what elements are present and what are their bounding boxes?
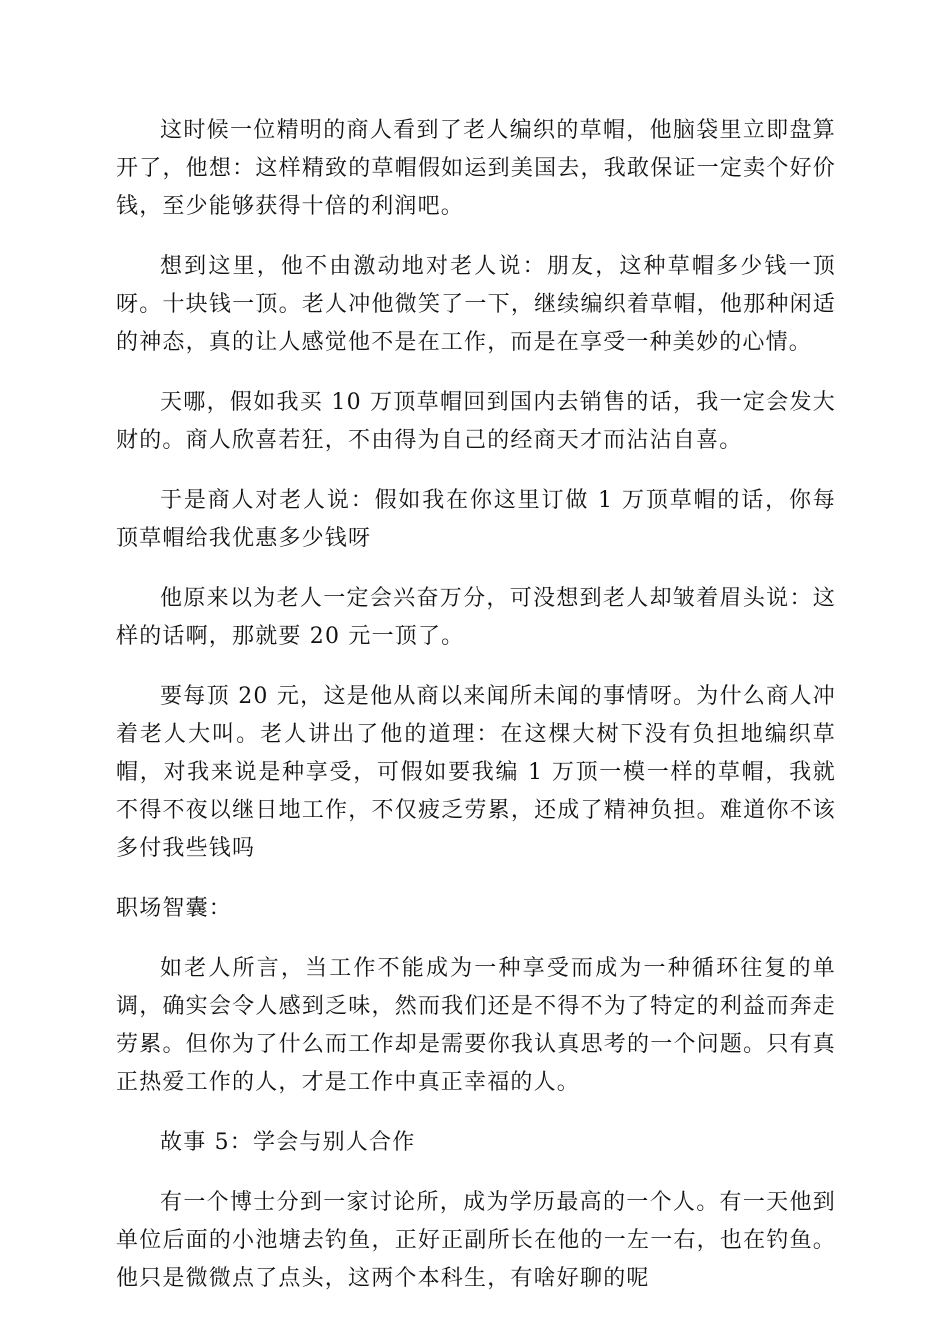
section-heading-workplace-tips: 职场智囊：: [116, 896, 233, 921]
paragraph-old-man-reply: 他原来以为老人一定会兴奋万分，可没想到老人却皱着眉头说：这样的话啊，那就要 20 元一顶了。: [116, 586, 836, 649]
paragraph-price-question: 想到这里，他不由激动地对老人说：朋友，这种草帽多少钱一顶呀。十块钱一顶。老人冲他微笑了一下，继续编织着草帽，他那种闲适的神态，真的让人感觉他不是在工作，而是在享受一种美妙的心情。: [116, 254, 836, 355]
story-5-title: 故事 5：学会与别人合作: [160, 1130, 416, 1155]
paragraph-merchant-sees-hats: 这时候一位精明的商人看到了老人编织的草帽，他脑袋里立即盘算开了，他想：这样精致的草帽假如运到美国去，我敢保证一定卖个好价钱，至少能够获得十倍的利润吧。: [116, 118, 836, 219]
paragraph-merchant-plan: 天哪，假如我买 10 万顶草帽回到国内去销售的话，我一定会发大财的。商人欣喜若狂，不由得为自己的经商天才而沾沾自喜。: [116, 390, 836, 453]
paragraph-story-5-intro: 有一个博士分到一家讨论所，成为学历最高的一个人。有一天他到单位后面的小池塘去钓鱼，正好正副所长在他的一左一右，也在钓鱼。他只是微微点了点头，这两个本科生，有啥好聊的呢: [116, 1190, 836, 1291]
paragraph-old-man-reasoning: 要每顶 20 元，这是他从商以来闻所未闻的事情呀。为什么商人冲着老人大叫。老人讲出了他的道理：在这棵大树下没有负担地编织草帽，对我来说是种享受，可假如要我编 1 万顶一模一样的草帽，我就不得不夜以继日地工作，不仅疲乏劳累，还成了精神负担。难道你不该多付我些钱吗: [116, 684, 836, 861]
paragraph-workplace-tips: 如老人所言，当工作不能成为一种享受而成为一种循环往复的单调，确实会令人感到乏味，然而我们还是不得不为了特定的利益而奔走劳累。但你为了什么而工作却是需要你我认真思考的一个问题。只有真正热爱工作的人，才是工作中真正幸福的人。: [116, 956, 836, 1095]
document-body: [116, 112, 836, 1320]
paragraph-bulk-order: 于是商人对老人说：假如我在你这里订做 1 万顶草帽的话，你每顶草帽给我优惠多少钱呀: [116, 488, 836, 551]
